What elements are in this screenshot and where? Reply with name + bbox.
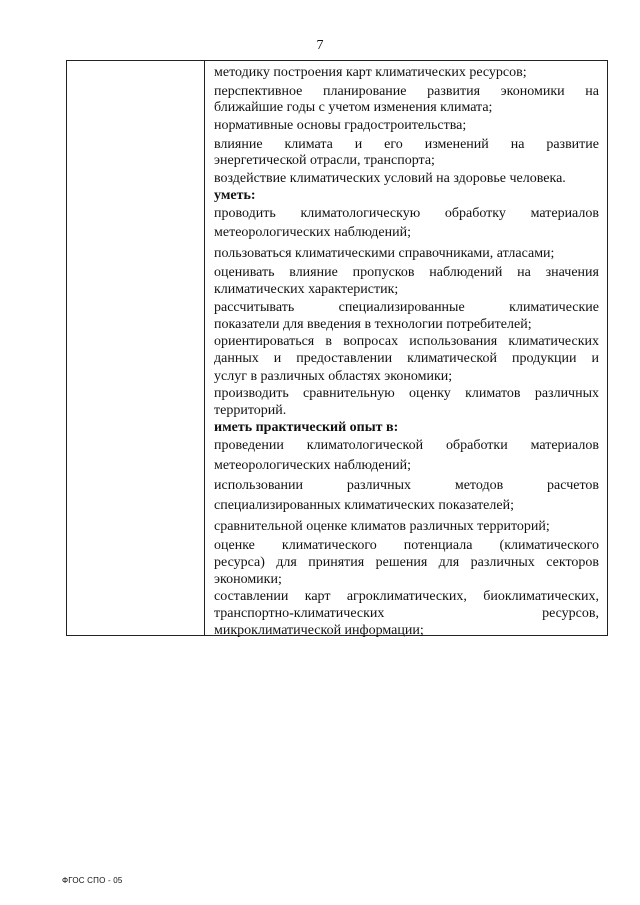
- text-line: проводить климатологическую обработку материалов: [214, 206, 599, 221]
- text-line: специализированных климатических показателей;: [214, 498, 514, 513]
- text-line: ресурса) для принятия решения для различных секторов: [214, 555, 599, 570]
- content-table: [66, 60, 608, 636]
- text-line: методику построения карт климатических ресурсов;: [214, 65, 527, 80]
- text-line: оценке климатического потенциала (климатического: [214, 538, 599, 553]
- text-line: услуг в различных областях экономики;: [214, 369, 453, 384]
- text-line: составлении карт агроклиматических, биоклиматических,: [214, 589, 599, 604]
- text-line: воздействие климатических условий на здоровье человека.: [214, 171, 566, 186]
- section-heading-skills: уметь:: [214, 188, 256, 203]
- text-line: микроклиматической информации;: [214, 623, 424, 638]
- text-line: экономики;: [214, 572, 282, 587]
- text-line: сравнительной оценке климатов различных территорий;: [214, 519, 550, 534]
- text-line: производить сравнительную оценку климатов различных: [214, 386, 599, 401]
- text-line: использовании различных методов расчетов: [214, 478, 599, 493]
- text-line: перспективное планирование развития экономики на: [214, 84, 599, 99]
- text-line: территорий.: [214, 403, 287, 418]
- text-line: метеорологических наблюдений;: [214, 458, 411, 473]
- text-line: транспортно-климатических ресурсов,: [214, 606, 599, 621]
- text-line: климатических характеристик;: [214, 282, 399, 297]
- text-line: нормативные основы градостроительства;: [214, 118, 467, 133]
- text-line: оценивать влияние пропусков наблюдений на значения: [214, 265, 599, 280]
- text-line: энергетической отрасли, транспорта;: [214, 153, 435, 168]
- text-line: метеорологических наблюдений;: [214, 225, 411, 240]
- footer-label: ФГОС СПО - 05: [62, 876, 123, 885]
- section-heading-experience: иметь практический опыт в:: [214, 420, 399, 435]
- text-line: проведении климатологической обработки материалов: [214, 438, 599, 453]
- text-line: пользоваться климатическими справочниками, атласами;: [214, 246, 555, 261]
- text-line: влияние климата и его изменений на развитие: [214, 137, 599, 152]
- text-line: показатели для введения в технологии потребителей;: [214, 317, 532, 332]
- text-line: данных и предоставлении климатической продукции и: [214, 351, 599, 366]
- text-line: ориентироваться в вопросах использования климатических: [214, 334, 599, 349]
- text-line: рассчитывать специализированные климатические: [214, 300, 599, 315]
- table-cell-right: [205, 61, 607, 638]
- table-cell-left: [67, 61, 205, 635]
- text-line: ближайшие годы с учетом изменения климата;: [214, 100, 493, 115]
- page-number: 7: [316, 38, 324, 53]
